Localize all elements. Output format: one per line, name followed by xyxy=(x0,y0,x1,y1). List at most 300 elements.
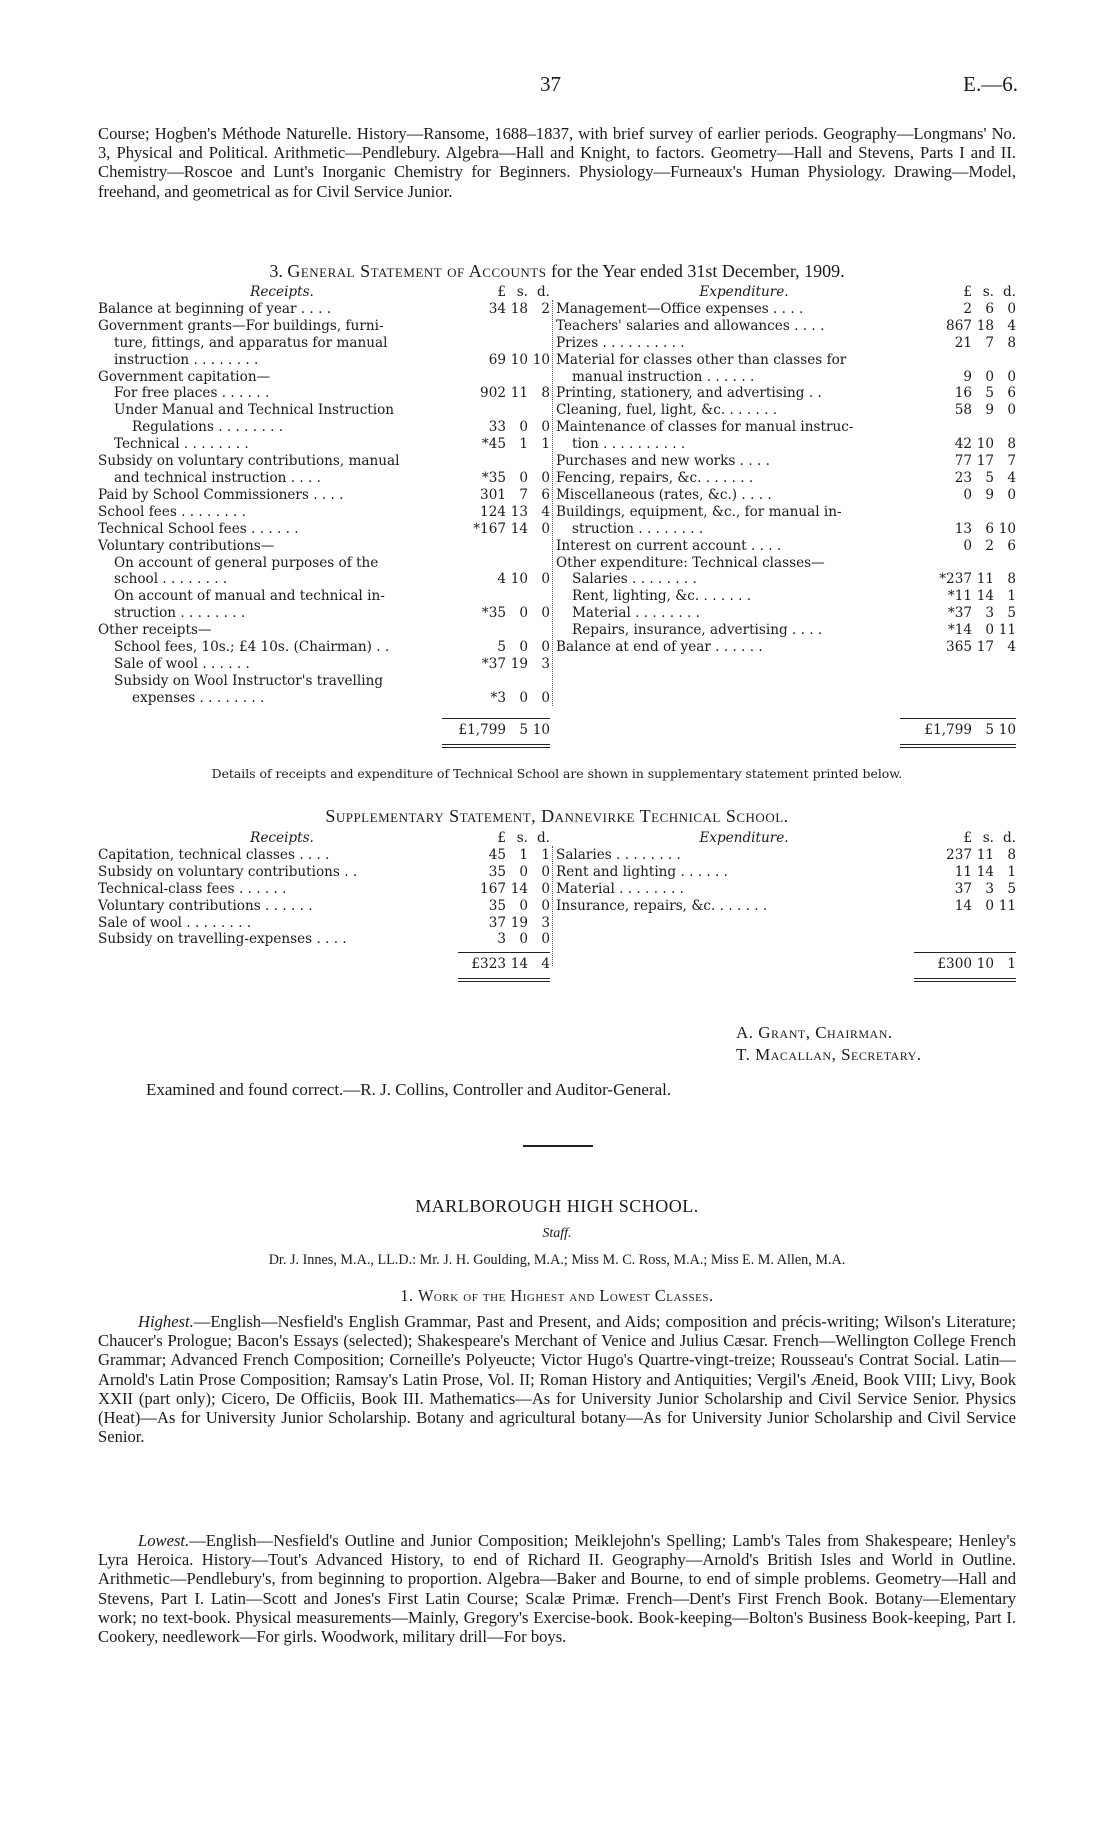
receipt-amount-pence xyxy=(528,318,550,335)
receipt-amount-pounds: 69 xyxy=(488,351,506,368)
supplementary-receipt-item-label: Voluntary contributions . . . . . . xyxy=(98,897,313,914)
expenditure-row xyxy=(556,487,1016,504)
expenditure-amount-shillings xyxy=(972,419,994,436)
expenditure-row xyxy=(556,318,1016,335)
receipt-amount-shillings: 13 xyxy=(510,503,528,520)
supplementary-receipt-amount-pounds: 45 xyxy=(488,846,506,863)
receipt-amount-pence: 4 xyxy=(541,503,550,520)
supplementary-receipt-amount-shillings: 1 xyxy=(519,846,528,863)
expenditure-amount-pence: 8 xyxy=(1007,571,1016,588)
supplementary-receipt-amount-pence: 0 xyxy=(541,931,550,948)
receipt-amount-pounds: 34 xyxy=(488,300,506,317)
expenditure-total xyxy=(900,722,1016,739)
expenditure-amount-pence: 8 xyxy=(1007,334,1016,351)
pounds-label: £ xyxy=(497,284,506,300)
expenditure-amount-pence: 0 xyxy=(1007,486,1016,503)
receipts-label: Receipts. xyxy=(250,284,314,300)
supplementary-receipt-amount-pounds: 35 xyxy=(488,897,506,914)
supplementary-expenditure-amount-pence: 1 xyxy=(1007,863,1016,880)
receipt-amount-shillings: 1 xyxy=(519,436,528,453)
receipt-amount-shillings xyxy=(506,318,528,335)
receipt-row xyxy=(98,538,550,555)
supplementary-receipts-label: Receipts. xyxy=(250,830,314,846)
supplementary-expenditure-amount-pounds: 237 xyxy=(946,846,972,863)
pence-label: d. xyxy=(1002,830,1016,846)
receipt-item-label: For free places . . . . . . xyxy=(114,385,270,402)
expenditure-row xyxy=(556,385,1016,402)
supplementary-receipt-row xyxy=(98,898,550,915)
expenditure-row xyxy=(556,419,1016,436)
receipt-amount-pounds: *37 xyxy=(481,655,506,672)
expenditure-item-label: struction . . . . . . . . xyxy=(572,520,704,537)
receipt-amount-pence: 0 xyxy=(541,689,550,706)
supplementary-receipts-total-rule xyxy=(458,952,550,953)
supplementary-expenditure-item-label: Rent and lighting . . . . . . xyxy=(556,863,728,880)
receipts-table xyxy=(98,284,550,707)
expenditure-amount-pence: 4 xyxy=(1007,317,1016,334)
expenditure-amount-pence: 1 xyxy=(1007,588,1016,605)
expenditure-item-label: Maintenance of classes for manual instruc- xyxy=(556,419,854,436)
highest-text: —English—Nesfield's English Grammar, Past and Present, and Aids; composition and précis-writing; Wilson's Literature; Chaucer's Prologue; Bacon's Essays (selected); Shakespeare's Merchant of Venice and Julius Cæsar. French—Wellington College French Grammar; Advanced French Composition; Corneille's Polyeucte; Victor Hugo's Quartre-vingt-treize; Rousseau's Contrat Social. Latin—Arnold's Latin Prose Composition; Ramsay's Latin Prose, Vol. II; Roman History and Antiquities; Vergil's Æneid, Book VIII; Livy, Book XXII (part only); Cicero, De Officiis, Book III. Mathematics—As for University Junior Scholarship and Civil Service Senior. Physics (Heat)—As for University Junior Scholarship. Botany and agricultural botany—As for University Junior Scholarship and Civil Service Senior. xyxy=(98,1312,1016,1447)
expenditure-amount-pence: 0 xyxy=(1007,368,1016,385)
supplementary-receipt-row xyxy=(98,864,550,881)
expenditure-item-label: Fencing, repairs, &c. . . . . . . xyxy=(556,469,754,486)
supplementary-receipts-header-row xyxy=(98,830,550,847)
receipt-row xyxy=(98,656,550,673)
highest-label: Highest. xyxy=(138,1312,194,1331)
expenditure-amount-pence xyxy=(994,419,1016,436)
expenditure-amount-pence xyxy=(994,352,1016,369)
supplementary-expenditure-amount-shillings: 11 xyxy=(976,846,994,863)
expenditure-amount-pounds: 23 xyxy=(954,469,972,486)
supplementary-expenditure-label: Expenditure. xyxy=(699,830,789,846)
receipt-item-label: struction . . . . . . . . xyxy=(114,605,246,622)
receipt-row xyxy=(98,571,550,588)
expenditure-row xyxy=(556,352,1016,369)
expenditure-item-label: Material . . . . . . . . xyxy=(572,605,700,622)
receipt-row xyxy=(98,352,550,369)
receipts-total-rule xyxy=(442,718,550,719)
expenditure-item-label: manual instruction . . . . . . xyxy=(572,368,755,385)
receipt-amount-shillings xyxy=(506,622,528,639)
receipt-amount-pounds xyxy=(466,318,506,335)
supplementary-expenditure-total-pounds: £300 xyxy=(937,956,972,972)
receipt-amount-shillings xyxy=(506,402,528,419)
receipt-amount-pounds xyxy=(466,402,506,419)
supplementary-expenditure-double-rule xyxy=(914,978,1016,979)
expenditure-amount-shillings: 3 xyxy=(985,605,994,622)
receipt-amount-shillings xyxy=(506,555,528,572)
receipt-row xyxy=(98,487,550,504)
supplementary-expenditure-row xyxy=(556,898,1016,915)
page-number: 37 xyxy=(540,72,561,96)
receipts-total-double-rule xyxy=(442,744,550,745)
chairman-signature: A. Grant, Chairman. xyxy=(736,1023,893,1042)
receipt-row xyxy=(98,673,550,690)
pence-label: d. xyxy=(536,830,550,846)
expenditure-amount-shillings: 17 xyxy=(976,453,994,470)
expenditure-amount-pence: 10 xyxy=(998,520,1016,537)
supplementary-expenditure-amount-pounds: 37 xyxy=(954,880,972,897)
expenditure-amount-pence: 4 xyxy=(1007,639,1016,656)
supplementary-receipt-amount-shillings: 0 xyxy=(519,897,528,914)
receipt-amount-pence: 2 xyxy=(541,300,550,317)
expenditure-amount-pence: 6 xyxy=(1007,385,1016,402)
receipt-amount-pounds: *167 xyxy=(473,520,506,537)
supplementary-receipts-total xyxy=(458,956,550,973)
expenditure-amount-pounds: *11 xyxy=(947,588,972,605)
expenditure-header-row xyxy=(556,284,1016,301)
expenditure-table xyxy=(556,284,1016,656)
expenditure-item-label: Interest on current account . . . . xyxy=(556,537,782,554)
expenditure-amount-shillings xyxy=(972,352,994,369)
expenditure-amount-pounds: *14 xyxy=(947,622,972,639)
expenditure-row xyxy=(556,436,1016,453)
expenditure-total-pounds: £1,799 xyxy=(924,722,972,738)
receipt-row xyxy=(98,369,550,386)
receipt-amount-pounds xyxy=(466,335,506,352)
expenditure-amount-pence xyxy=(994,555,1016,572)
receipt-amount-pence: 3 xyxy=(541,655,550,672)
supplementary-receipts-total-pounds: £323 xyxy=(471,956,506,972)
receipt-amount-pounds xyxy=(466,538,506,555)
receipt-row xyxy=(98,301,550,318)
receipt-amount-shillings: 0 xyxy=(519,639,528,656)
shillings-label: s. xyxy=(516,830,528,846)
receipt-amount-pence xyxy=(528,538,550,555)
receipt-item-label: On account of manual and technical in- xyxy=(114,588,385,605)
receipt-item-label: Subsidy on Wool Instructor's travelling xyxy=(114,672,384,689)
lowest-label: Lowest. xyxy=(138,1531,190,1550)
receipt-amount-shillings: 10 xyxy=(510,351,528,368)
secretary-signature: T. Macallan, Secretary. xyxy=(736,1045,922,1064)
expenditure-item-label: Purchases and new works . . . . xyxy=(556,453,770,470)
expenditure-item-label: Rent, lighting, &c. . . . . . . xyxy=(572,588,752,605)
receipt-amount-pounds: 902 xyxy=(480,385,506,402)
receipt-amount-pounds: 33 xyxy=(488,419,506,436)
expenditure-row xyxy=(556,555,1016,572)
expenditure-row xyxy=(556,335,1016,352)
expenditure-amount-pounds: *37 xyxy=(947,605,972,622)
receipt-amount-shillings xyxy=(506,369,528,386)
expenditure-amount-pounds: 0 xyxy=(963,537,972,554)
supplementary-receipts-table xyxy=(98,830,550,948)
lowest-classes-paragraph xyxy=(98,1531,1016,1646)
expenditure-amount-pounds: 58 xyxy=(954,402,972,419)
receipt-amount-pounds: *45 xyxy=(481,436,506,453)
expenditure-row xyxy=(556,639,1016,656)
expenditure-item-label: Prizes . . . . . . . . . . xyxy=(556,334,685,351)
expenditure-row xyxy=(556,453,1016,470)
supplementary-expenditure-table xyxy=(556,830,1016,915)
expenditure-amount-shillings: 2 xyxy=(985,537,994,554)
receipt-item-label: Technical School fees . . . . . . xyxy=(98,520,299,537)
receipt-amount-pence xyxy=(528,369,550,386)
supplementary-expenditure-amount-pence: 8 xyxy=(1007,846,1016,863)
expenditure-total-pence: 10 xyxy=(998,722,1016,738)
expenditure-amount-pounds: 0 xyxy=(963,486,972,503)
receipt-row xyxy=(98,453,550,470)
receipt-amount-pence: 0 xyxy=(541,419,550,436)
receipt-item-label: Paid by School Commissioners . . . . xyxy=(98,486,344,503)
expenditure-amount-pounds: 867 xyxy=(946,317,972,334)
expenditure-amount-shillings: 9 xyxy=(985,402,994,419)
highest-classes-paragraph xyxy=(98,1312,1016,1446)
supplementary-expenditure-item-label: Salaries . . . . . . . . xyxy=(556,846,681,863)
accounts-heading xyxy=(98,261,1016,282)
supplementary-receipt-amount-shillings: 14 xyxy=(510,880,528,897)
expenditure-item-label: Repairs, insurance, advertising . . . . xyxy=(572,622,823,639)
supplementary-expenditure-amount-shillings: 3 xyxy=(985,880,994,897)
supplementary-expenditure-total-shillings: 10 xyxy=(976,956,994,972)
expenditure-item-label: Balance at end of year . . . . . . xyxy=(556,639,763,656)
expenditure-amount-pence: 6 xyxy=(1007,537,1016,554)
receipt-amount-pence xyxy=(528,335,550,352)
expenditure-total-double-rule xyxy=(900,744,1016,745)
expenditure-amount-pounds: 77 xyxy=(954,453,972,470)
expenditure-amount-shillings: 6 xyxy=(985,520,994,537)
receipt-row xyxy=(98,419,550,436)
supplementary-receipt-row xyxy=(98,915,550,932)
receipt-amount-shillings xyxy=(506,588,528,605)
receipt-amount-shillings: 7 xyxy=(519,486,528,503)
expenditure-amount-pounds: 21 xyxy=(954,334,972,351)
supplementary-expenditure-row xyxy=(556,864,1016,881)
receipt-row xyxy=(98,690,550,707)
receipt-row xyxy=(98,639,550,656)
expenditure-item-label: Buildings, equipment, &c., for manual in- xyxy=(556,503,842,520)
supplementary-expenditure-header-row xyxy=(556,830,1016,847)
expenditure-row xyxy=(556,504,1016,521)
supplementary-receipt-row xyxy=(98,931,550,948)
expenditure-amount-shillings: 0 xyxy=(985,368,994,385)
receipt-amount-pence xyxy=(528,622,550,639)
supplementary-expenditure-amount-pence: 11 xyxy=(998,897,1016,914)
receipt-item-label: Sale of wool . . . . . . xyxy=(114,655,250,672)
supplementary-expenditure-item-label: Material . . . . . . . . xyxy=(556,880,684,897)
accounts-heading-number: 3. xyxy=(269,261,283,281)
receipt-amount-pence: 8 xyxy=(541,385,550,402)
receipt-item-label: On account of general purposes of the xyxy=(114,554,379,571)
receipts-total xyxy=(442,722,550,739)
expenditure-amount-pounds: 365 xyxy=(946,639,972,656)
expenditure-row xyxy=(556,301,1016,318)
supplementary-receipt-amount-shillings: 0 xyxy=(519,931,528,948)
expenditure-amount-shillings xyxy=(972,504,994,521)
shillings-label: s. xyxy=(982,830,994,846)
expenditure-amount-shillings: 11 xyxy=(976,571,994,588)
expenditure-amount-shillings: 0 xyxy=(985,622,994,639)
pounds-label: £ xyxy=(963,830,972,846)
expenditure-amount-shillings: 18 xyxy=(976,317,994,334)
supplementary-expenditure-amount-pounds: 14 xyxy=(954,897,972,914)
receipt-amount-shillings xyxy=(506,538,528,555)
page-header xyxy=(0,72,1114,102)
supplementary-receipt-amount-pence: 3 xyxy=(541,914,550,931)
school-title: MARLBOROUGH HIGH SCHOOL. xyxy=(415,1196,699,1216)
receipt-amount-shillings xyxy=(506,335,528,352)
receipt-amount-shillings xyxy=(506,673,528,690)
supplementary-receipt-amount-pence: 0 xyxy=(541,897,550,914)
expenditure-amount-pence: 5 xyxy=(1007,605,1016,622)
expenditure-amount-pounds: 9 xyxy=(963,368,972,385)
expenditure-row xyxy=(556,588,1016,605)
receipt-row xyxy=(98,318,550,335)
expenditure-amount-shillings: 10 xyxy=(976,436,994,453)
supplementary-receipts-total-pence: 4 xyxy=(541,956,550,972)
expenditure-amount-pounds: 42 xyxy=(954,436,972,453)
expenditure-amount-pounds xyxy=(932,352,972,369)
expenditure-amount-shillings: 6 xyxy=(985,300,994,317)
receipt-amount-shillings: 18 xyxy=(510,300,528,317)
receipt-amount-shillings: 0 xyxy=(519,689,528,706)
receipt-item-label: Technical . . . . . . . . xyxy=(114,436,249,453)
receipts-header-row xyxy=(98,284,550,301)
staff-list: Dr. J. Innes, M.A., LL.D.: Mr. J. H. Goulding, M.A.; Miss M. C. Ross, M.A.; Miss E. M. Allen, M.A. xyxy=(268,1252,846,1268)
supplementary-receipt-amount-pence: 1 xyxy=(541,846,550,863)
receipt-amount-pounds: 5 xyxy=(497,639,506,656)
expenditure-item-label: tion . . . . . . . . . . xyxy=(572,436,686,453)
expenditure-amount-pence: 0 xyxy=(1007,402,1016,419)
receipt-amount-pence xyxy=(528,402,550,419)
expenditure-amount-shillings: 5 xyxy=(985,469,994,486)
supplementary-expenditure-total xyxy=(914,956,1016,973)
expenditure-amount-pounds: 2 xyxy=(963,300,972,317)
receipt-amount-shillings: 11 xyxy=(510,385,528,402)
receipt-amount-shillings: 10 xyxy=(510,571,528,588)
supplementary-expenditure-total-rule xyxy=(914,952,1016,953)
supplementary-receipt-item-label: Subsidy on voluntary contributions . . xyxy=(98,863,358,880)
receipt-amount-pence: 0 xyxy=(541,469,550,486)
supplementary-receipt-amount-shillings: 19 xyxy=(510,914,528,931)
receipt-row xyxy=(98,335,550,352)
receipt-item-label: School fees . . . . . . . . xyxy=(98,503,246,520)
expenditure-row xyxy=(556,605,1016,622)
supplementary-receipt-amount-pence: 0 xyxy=(541,863,550,880)
accounts-heading-title: General Statement of Accounts xyxy=(287,261,547,281)
expenditure-amount-shillings: 14 xyxy=(976,588,994,605)
column-divider xyxy=(552,300,553,706)
expenditure-item-label: Teachers' salaries and allowances . . . . xyxy=(556,317,825,334)
receipts-total-double-rule xyxy=(442,747,550,748)
expenditure-amount-pounds xyxy=(932,555,972,572)
receipt-item-label: expenses . . . . . . . . xyxy=(132,689,265,706)
supplementary-receipt-amount-pounds: 35 xyxy=(488,863,506,880)
expenditure-total-double-rule xyxy=(900,747,1016,748)
receipt-amount-pence: 0 xyxy=(541,639,550,656)
expenditure-amount-pence: 0 xyxy=(1007,300,1016,317)
receipt-amount-pounds xyxy=(466,588,506,605)
supplementary-receipt-amount-pence: 0 xyxy=(541,880,550,897)
supplementary-receipts-double-rule xyxy=(458,978,550,979)
receipt-item-label: School fees, 10s.; £4 10s. (Chairman) . . xyxy=(114,639,390,656)
receipt-item-label: Government grants—For buildings, furni- xyxy=(98,317,384,334)
supplementary-receipt-row xyxy=(98,847,550,864)
supplementary-receipt-amount-pounds: 167 xyxy=(480,880,506,897)
receipt-amount-shillings: 14 xyxy=(510,520,528,537)
expenditure-item-label: Other expenditure: Technical classes— xyxy=(556,554,825,571)
shillings-label: s. xyxy=(516,284,528,300)
supplementary-receipt-amount-pounds: 3 xyxy=(497,931,506,948)
receipt-row xyxy=(98,588,550,605)
supplementary-receipt-row xyxy=(98,881,550,898)
page-reference: E.—6. xyxy=(963,72,1018,96)
receipt-amount-shillings: 0 xyxy=(519,469,528,486)
supplementary-heading: Supplementary Statement, Dannevirke Technical School. xyxy=(325,806,789,826)
receipt-amount-shillings: 0 xyxy=(519,605,528,622)
expenditure-row xyxy=(556,571,1016,588)
expenditure-item-label: Salaries . . . . . . . . xyxy=(572,571,697,588)
supplementary-expenditure-total-pence: 1 xyxy=(1007,956,1016,972)
receipt-item-label: Regulations . . . . . . . . xyxy=(132,419,284,436)
staff-label: Staff. xyxy=(542,1226,572,1241)
receipt-amount-pounds xyxy=(466,622,506,639)
intro-paragraph: Course; Hogben's Méthode Naturelle. History—Ransome, 1688–1837, with brief survey of earlier periods. Geography—Longmans' No. 3, Physical and Political. Arithmetic—Pendlebury. Algebra—Hall and Knight, to factors. Geometry—Hall and Stevens, Parts I and II. Chemistry—Roscoe and Lunt's Inorganic Chemistry for Beginners. Physiology—Furneaux's Human Physiology. Drawing—Model, freehand, and geometrical as for Civil Service Junior. xyxy=(98,124,1016,201)
supplementary-expenditure-item-label: Insurance, repairs, &c. . . . . . . xyxy=(556,897,768,914)
expenditure-row xyxy=(556,521,1016,538)
expenditure-label: Expenditure. xyxy=(699,284,789,300)
expenditure-amount-pence: 11 xyxy=(998,622,1016,639)
supplementary-receipts-double-rule xyxy=(458,981,550,982)
supplementary-expenditure-row xyxy=(556,881,1016,898)
lowest-text: —English—Nesfield's Outline and Junior Composition; Meiklejohn's Spelling; Lamb's Tales from Shakespeare; Henley's Lyra Heroica. History—Tout's Advanced History, to end of Richard II. Geography—Arnold's British Isles and World in Outline. Arithmetic—Pendlebury's, from beginning to proportion. Algebra—Baker and Bourne, to end of simple problems. Geometry—Hall and Stevens, Part I. Latin—Scott and Jones's First Latin Course; Scalæ Primæ. French—Dent's First French Book. Botany—Elementary work; no text-book. Physical measurements—Mainly, Gregory's Exercise-book. Book-keeping—Bolton's Business Book-keeping, Part I. Cookery, needlework—For girls. Woodwork, military drill—For boys. xyxy=(98,1531,1016,1647)
accounts-footnote: Details of receipts and expenditure of Technical School are shown in supplementary statement printed below. xyxy=(211,766,903,781)
expenditure-amount-pounds: 13 xyxy=(954,520,972,537)
work-heading: 1. Work of the Highest and Lowest Classes. xyxy=(400,1286,714,1305)
receipt-item-label: school . . . . . . . . xyxy=(114,571,228,588)
receipt-amount-pence: 10 xyxy=(532,351,550,368)
pence-label: d. xyxy=(1002,284,1016,300)
receipt-row xyxy=(98,436,550,453)
pounds-label: £ xyxy=(497,830,506,846)
receipt-item-label: Balance at beginning of year . . . . xyxy=(98,300,332,317)
receipt-amount-pence: 0 xyxy=(541,571,550,588)
receipt-amount-pounds: 4 xyxy=(497,571,506,588)
expenditure-row xyxy=(556,622,1016,639)
expenditure-amount-pounds xyxy=(932,419,972,436)
supplementary-receipts-total-shillings: 14 xyxy=(510,956,528,972)
expenditure-amount-shillings: 7 xyxy=(985,334,994,351)
expenditure-row xyxy=(556,470,1016,487)
supplementary-expenditure-amount-pounds: 11 xyxy=(954,863,972,880)
expenditure-amount-shillings: 17 xyxy=(976,639,994,656)
examined-statement: Examined and found correct.—R. J. Collins, Controller and Auditor-General. xyxy=(146,1080,672,1099)
receipt-item-label: ture, fittings, and apparatus for manual xyxy=(114,334,388,351)
pence-label: d. xyxy=(536,284,550,300)
receipt-amount-pounds xyxy=(466,453,506,470)
receipt-amount-pounds: *35 xyxy=(481,605,506,622)
expenditure-amount-pounds xyxy=(932,504,972,521)
receipt-amount-pence: 0 xyxy=(541,520,550,537)
expenditure-amount-pence xyxy=(994,504,1016,521)
receipt-amount-pounds xyxy=(466,673,506,690)
expenditure-total-rule xyxy=(900,718,1016,719)
expenditure-row xyxy=(556,369,1016,386)
supplementary-column-divider xyxy=(552,846,553,966)
expenditure-total-shillings: 5 xyxy=(985,722,994,738)
receipts-total-shillings: 5 xyxy=(519,722,528,738)
receipt-item-label: instruction . . . . . . . . xyxy=(114,351,259,368)
section-separator xyxy=(523,1145,593,1147)
receipt-amount-pounds xyxy=(466,555,506,572)
pounds-label: £ xyxy=(963,284,972,300)
receipt-amount-pounds: *3 xyxy=(490,689,506,706)
receipt-amount-pence xyxy=(528,673,550,690)
receipt-amount-shillings: 19 xyxy=(510,655,528,672)
receipt-amount-pence: 0 xyxy=(541,605,550,622)
receipt-amount-shillings xyxy=(506,453,528,470)
receipts-total-pence: 10 xyxy=(532,722,550,738)
